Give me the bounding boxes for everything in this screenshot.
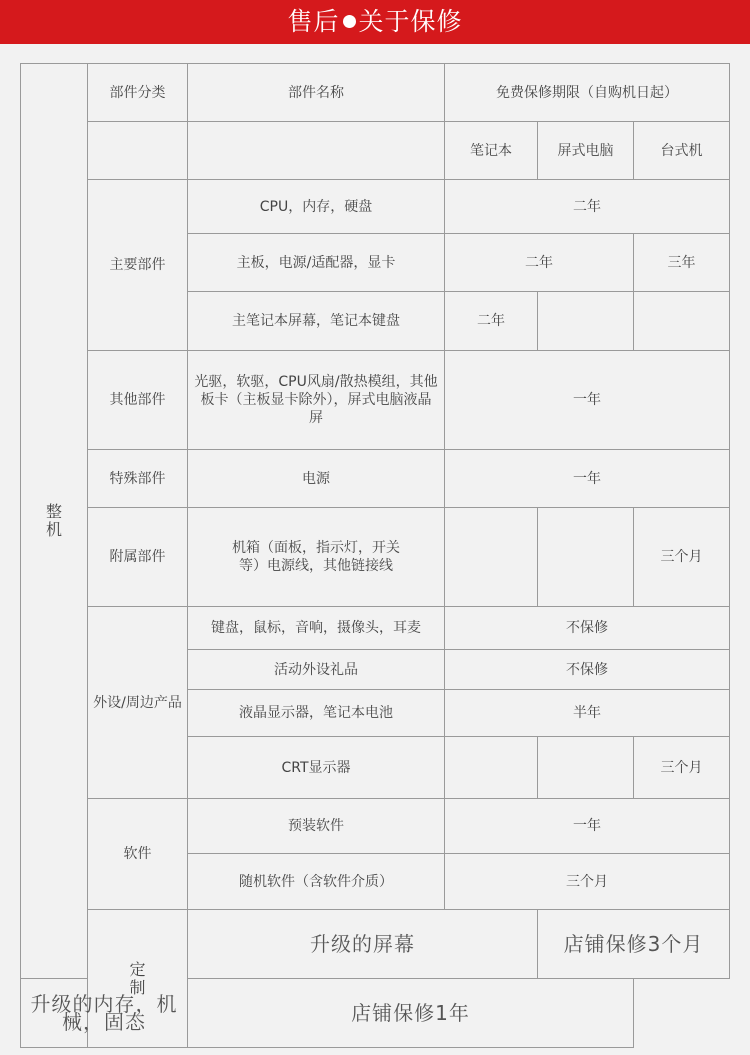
whole-label-char-1: 整 <box>45 502 62 521</box>
warranty-value-desktop: 三个月 <box>634 737 730 799</box>
custom-item-name: 升级的屏幕 <box>188 910 538 979</box>
empty-cell <box>445 508 538 607</box>
empty-cell <box>538 737 634 799</box>
table-subheader-row <box>21 122 730 180</box>
custom-item-name: 升级的内存，机械，固态 <box>21 979 188 1048</box>
warranty-value: 不保修 <box>445 650 730 690</box>
part-name: 液晶显示器，笔记本电池 <box>188 690 445 737</box>
warranty-value: 三个月 <box>445 854 730 910</box>
table-row <box>21 607 730 650</box>
subheader-empty-category <box>88 122 188 180</box>
empty-cell <box>634 292 730 351</box>
category-main-parts: 主要部件 <box>88 180 188 351</box>
table-row <box>21 799 730 854</box>
table-row <box>21 351 730 450</box>
warranty-table <box>20 63 730 1048</box>
warranty-value: 一年 <box>445 351 730 450</box>
category-software: 软件 <box>88 799 188 910</box>
part-name: 随机软件（含软件介质） <box>188 854 445 910</box>
table-header-row <box>21 64 730 122</box>
subheader-empty-name <box>188 122 445 180</box>
category-attached-parts: 附属部件 <box>88 508 188 607</box>
warranty-value-desktop: 三年 <box>634 234 730 292</box>
category-other-parts: 其他部件 <box>88 351 188 450</box>
page-banner <box>0 0 750 44</box>
custom-item-value: 店铺保修1年 <box>188 979 634 1048</box>
empty-cell <box>538 292 634 351</box>
warranty-value: 二年 <box>445 180 730 234</box>
table-row <box>21 450 730 508</box>
table-row <box>21 508 730 607</box>
header-desktop: 台式机 <box>634 122 730 180</box>
part-name: 键盘，鼠标，音响，摄像头，耳麦 <box>188 607 445 650</box>
part-name: 主笔记本屏幕，笔记本键盘 <box>188 292 445 351</box>
banner-title-right: 关于保修 <box>358 7 463 36</box>
part-name: 主板，电源/适配器，显卡 <box>188 234 445 292</box>
header-category: 部件分类 <box>88 64 188 122</box>
warranty-value-laptop: 二年 <box>445 292 538 351</box>
part-name: 机箱（面板，指示灯，开关等）电源线，其他链接线 <box>188 508 445 607</box>
part-name: 光驱，软驱，CPU风扇/散热模组，其他板卡（主板显卡除外），屏式电脑液晶屏 <box>188 351 445 450</box>
part-name: 电源 <box>188 450 445 508</box>
banner-title-left: 售后 <box>287 7 340 36</box>
header-part-name: 部件名称 <box>188 64 445 122</box>
table-row <box>21 180 730 234</box>
custom-label-char-1: 定 <box>129 959 146 979</box>
header-laptop: 笔记本 <box>445 122 538 180</box>
whole-label-char-2: 机 <box>45 520 62 539</box>
custom-label-char-2: 制 <box>129 977 146 997</box>
warranty-value: 一年 <box>445 450 730 508</box>
header-all-in-one: 屏式电脑 <box>538 122 634 180</box>
part-name: 预装软件 <box>188 799 445 854</box>
warranty-value-desktop: 三个月 <box>634 508 730 607</box>
empty-cell <box>445 737 538 799</box>
warranty-value: 半年 <box>445 690 730 737</box>
header-warranty-period: 免费保修期限（自购机日起） <box>445 64 730 122</box>
category-special-parts: 特殊部件 <box>88 450 188 508</box>
whole-machine-label <box>21 64 88 979</box>
empty-cell <box>538 508 634 607</box>
warranty-value: 二年 <box>445 234 634 292</box>
table-row <box>21 979 730 1048</box>
part-name: CPU，内存，硬盘 <box>188 180 445 234</box>
category-peripherals: 外设/周边产品 <box>88 607 188 799</box>
custom-item-value: 店铺保修3个月 <box>538 910 730 979</box>
warranty-value: 一年 <box>445 799 730 854</box>
part-name: CRT显示器 <box>188 737 445 799</box>
bullet-dot-icon <box>343 15 356 28</box>
part-name: 活动外设礼品 <box>188 650 445 690</box>
table-row <box>21 910 730 979</box>
warranty-value: 不保修 <box>445 607 730 650</box>
